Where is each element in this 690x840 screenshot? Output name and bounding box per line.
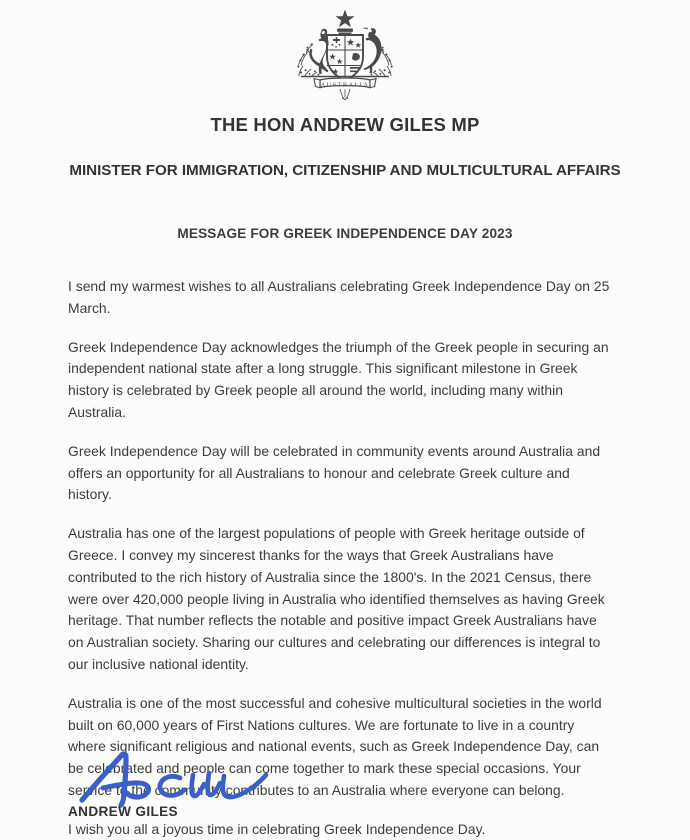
crest-container (0, 6, 690, 104)
australian-coat-of-arms-icon (287, 6, 403, 104)
minister-portfolio-title: MINISTER FOR IMMIGRATION, CITIZENSHIP AND MULTICULTURAL AFFAIRS (69, 162, 621, 179)
signer-name: ANDREW GILES (68, 804, 178, 819)
paragraph: Australia has one of the largest populations of people with Greek heritage outside of Greece. I convey my sincerest thanks for the ways that Greek Australians have contributed to the rich history of Australia since the 1800's. In the 2021 Census, there were over 420,000 people living in Australia who identified themselves as having Greek heritage. That number reflects the notable and positive impact Greek Australians have on Australian society. Sharing our cultures and celebrating our differences is integral to our inclusive national identity. (68, 525, 605, 672)
minister-name-title: THE HON ANDREW GILES MP (210, 114, 480, 135)
crest-scroll-label: AUSTRALIA (320, 81, 370, 89)
subject-line: MESSAGE FOR GREEK INDEPENDENCE DAY 2023 (177, 226, 513, 241)
handwritten-signature-icon (76, 748, 291, 810)
paragraph: I send my warmest wishes to all Australians celebrating Greek Independence Day on 25 March. (68, 278, 610, 316)
paragraph: Greek Independence Day acknowledges the triumph of the Greek people in securing an independent national state after a long struggle. This significant milestone in Greek history is celebrated by Greek people all around the world, including many within Australia. (68, 338, 609, 420)
letterhead (0, 112, 690, 182)
paragraph: Australia is one of the most successful and cohesive multicultural societies in the world built on 60,000 years of First Nations cultures. We are fortunate to live in a country where significant religious and national events, such as Greek Independence Day, can be celebrated and people can come together to mark these special occasions. Your service to the community contributes to an Australia where everyone can belong. (68, 694, 602, 798)
signature-block (68, 752, 368, 819)
paragraph: I wish you all a joyous time in celebrating Greek Independence Day. (68, 820, 486, 837)
paragraph: Greek Independence Day will be celebrated in community events around Australia and offers an opportunity for all Australians to honour and celebrate Greek culture and history. (68, 442, 601, 503)
